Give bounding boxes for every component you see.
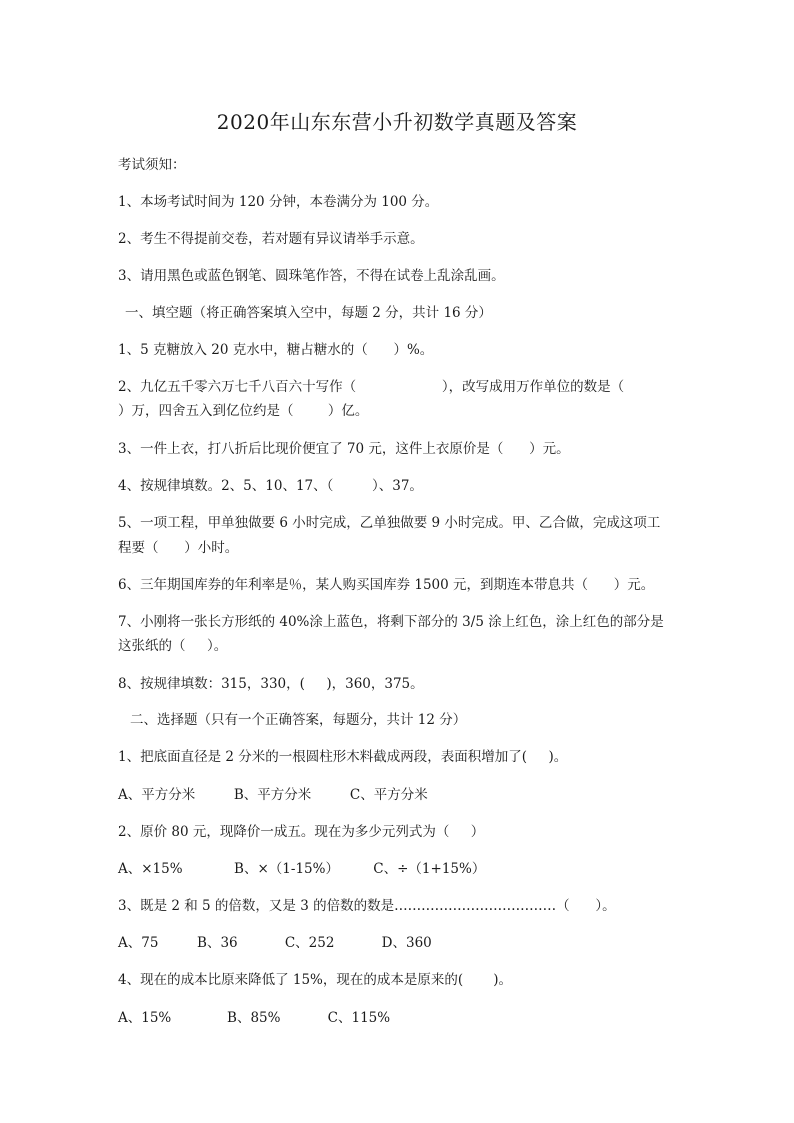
answer-options: A、75 B、36 C、252 D、360 (118, 935, 432, 951)
answer-options: A、平方分米 B、平方分米 C、平方分米 (118, 787, 428, 803)
notice-item: 2、考生不得提前交卷，若对题有异议请举手示意。 (118, 231, 424, 247)
notice-item: 1、本场考试时间为 120 分钟，本卷满分为 100 分。 (118, 194, 439, 210)
question: 4、现在的成本比原来降低了 15%，现在的成本是原来的( )。 (118, 972, 512, 988)
question: 1、把底面直径是 2 分米的一根圆柱形木料截成两段，表面积增加了( )。 (118, 749, 568, 765)
section-heading-multiple-choice: 二、选择题（只有一个正确答案，每题分，共计 12 分） (130, 712, 467, 728)
notice-heading: 考试须知： (118, 157, 186, 173)
section-heading-fill-blank: 一、填空题（将正确答案填入空中，每题 2 分，共计 16 分） (125, 305, 492, 321)
question: 6、三年期国库券的年利率是％，某人购买国库券 1500 元，到期连本带息共（ ）元。 (118, 577, 655, 593)
question-continuation: 程要（ ）小时。 (118, 540, 239, 556)
question: 3、一件上衣，打八折后比现价便宜了 70 元，这件上衣原价是（ ）元。 (118, 441, 570, 457)
question: 5、一项工程，甲单独做要 6 小时完成，乙单独做要 9 小时完成。甲、乙合做，完成这项工 (118, 515, 661, 531)
question-continuation: 这张纸的（ ）。 (118, 638, 228, 654)
question: 1、5 克糖放入 20 克水中，糖占糖水的（ ）%。 (118, 342, 434, 358)
question: 8、按规律填数：315，330，( )，360，375。 (118, 676, 424, 692)
notice-item: 3、请用黑色或蓝色钢笔、圆珠笔作答，不得在试卷上乱涂乱画。 (118, 268, 505, 284)
question: 7、小刚将一张长方形纸的 40%涂上蓝色，将剩下部分的 3/5 涂上红色，涂上红色的部分是 (118, 614, 664, 630)
answer-options: A、15% B、85% C、115% (118, 1010, 391, 1026)
page-title: 2020年山东东营小升初数学真题及答案 (216, 110, 578, 134)
question: 2、原价 80 元，现降价一成五。现在为多少元列式为（ ） (118, 824, 485, 840)
question: 3、既是 2 和 5 的倍数，又是 3 的倍数的数是………………………………（ ）。 (118, 898, 616, 914)
question: 4、按规律填数。2、5、10、17、（ ）、37。 (118, 478, 423, 494)
question-continuation: ）万，四舍五入到亿位约是（ ）亿。 (118, 403, 369, 419)
answer-options: A、×15% B、×（1-15%） C、÷（1+15%） (118, 861, 486, 877)
question: 2、九亿五千零六万七千八百六十写作（ ），改写成用万作单位的数是（ (118, 379, 625, 395)
